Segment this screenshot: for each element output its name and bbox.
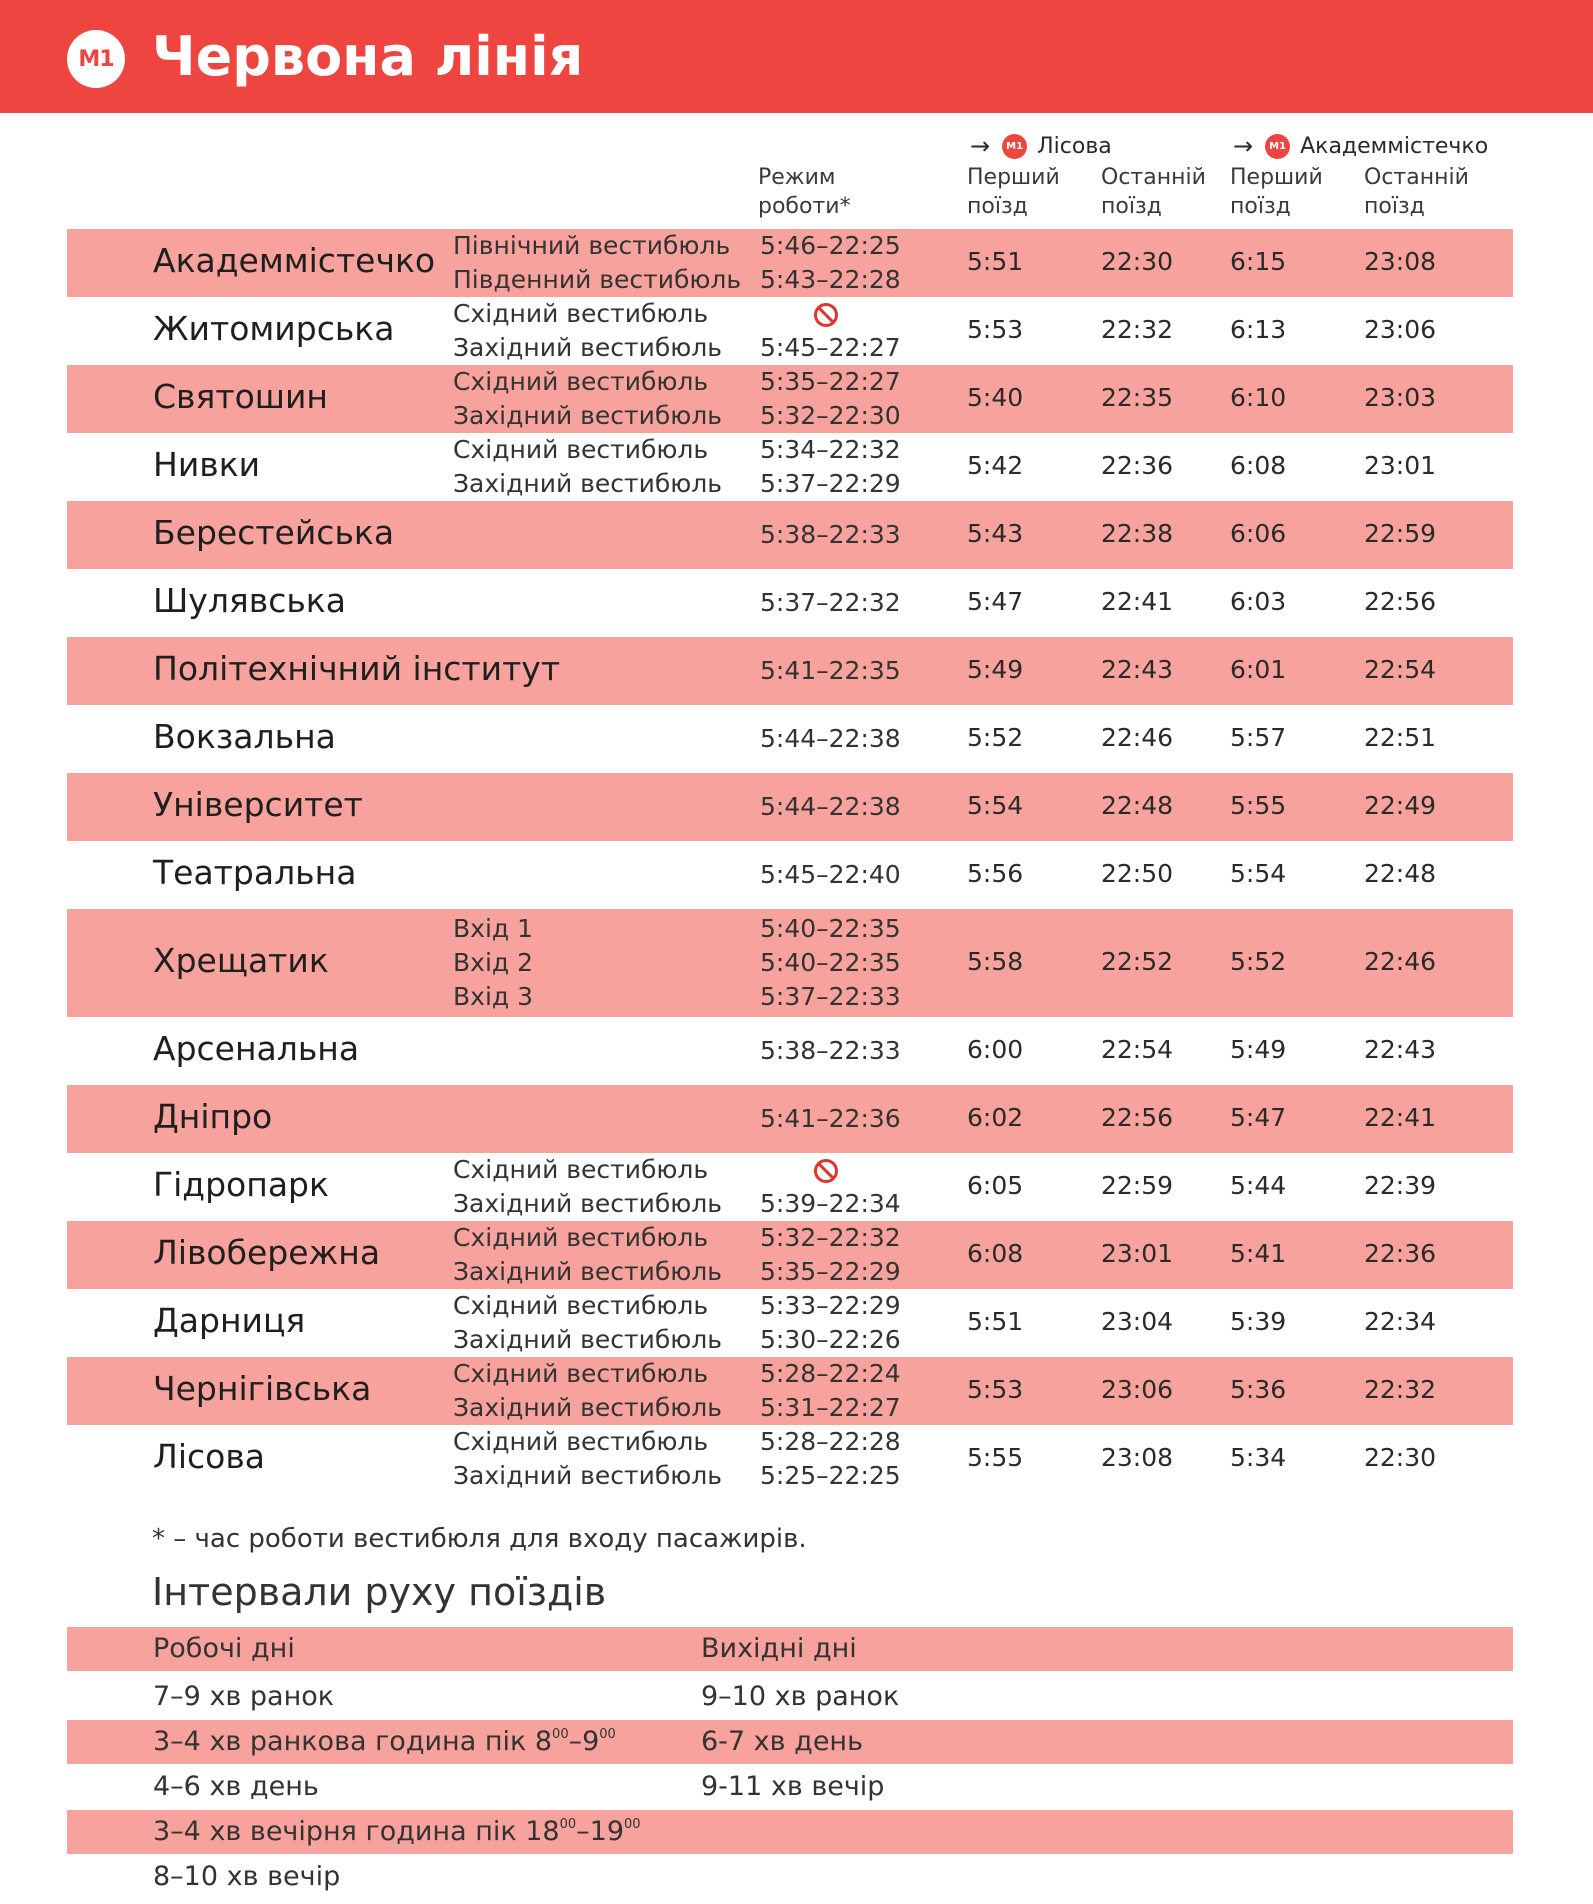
akademmistechko-first-train: 5:34 bbox=[1230, 1443, 1287, 1472]
akademmistechko-last-train: 22:39 bbox=[1364, 1171, 1437, 1200]
entrance-hours: 5:32–22:32 bbox=[760, 1223, 901, 1252]
station-name: Арсенальна bbox=[153, 1029, 360, 1068]
weekend-interval: 9–10 хв ранок bbox=[701, 1681, 900, 1712]
entrance-hours: 5:45–22:27 bbox=[760, 333, 901, 362]
lisova-last-train: 22:35 bbox=[1101, 383, 1174, 412]
station-row bbox=[67, 637, 1513, 705]
akademmistechko-last-train: 22:51 bbox=[1364, 723, 1437, 752]
lisova-last-train: 23:01 bbox=[1101, 1239, 1174, 1268]
lisova-first-train: 5:58 bbox=[967, 947, 1024, 976]
station-row bbox=[67, 569, 1513, 637]
weekday-interval bbox=[153, 1675, 334, 1719]
akademmistechko-last-train: 23:03 bbox=[1364, 383, 1437, 412]
weekend-interval: 6-7 хв день bbox=[701, 1726, 863, 1757]
entrance-hours: 5:40–22:35 bbox=[760, 914, 901, 943]
lisova-last-train: 22:59 bbox=[1101, 1171, 1174, 1200]
interval-text: 8–10 хв вечір bbox=[153, 1861, 341, 1892]
interval-text: 3–4 хв ранкова година пік 8 bbox=[153, 1726, 553, 1757]
weekend-interval: 9-11 хв вечір bbox=[701, 1771, 885, 1802]
last-header-line2: поїзд bbox=[1101, 194, 1162, 219]
hours-header-line2: роботи* bbox=[758, 194, 851, 219]
akademmistechko-last-train: 23:01 bbox=[1364, 451, 1437, 480]
intervals-title: Інтервали руху поїздів bbox=[152, 1570, 607, 1614]
akademmistechko-first-train: 6:01 bbox=[1230, 655, 1287, 684]
interval-row bbox=[67, 1855, 1513, 1899]
interval-row bbox=[67, 1675, 1513, 1719]
station-name: Шулявська bbox=[153, 581, 346, 620]
direction-name: Лісова bbox=[1037, 133, 1112, 159]
first-header-line1: Перший bbox=[1230, 165, 1323, 190]
entrance-hours: 5:37–22:32 bbox=[760, 588, 901, 617]
weekend-header: Вихідні дні bbox=[701, 1633, 857, 1664]
lisova-last-train: 23:06 bbox=[1101, 1375, 1174, 1404]
akademmistechko-first-train: 5:47 bbox=[1230, 1103, 1287, 1132]
entrance-label: Східний вестибюль bbox=[453, 1359, 709, 1388]
station-name: Вокзальна bbox=[153, 717, 336, 756]
lisova-first-train: 5:52 bbox=[967, 723, 1024, 752]
lisova-last-train: 23:08 bbox=[1101, 1443, 1174, 1472]
last-header-line1: Останній bbox=[1364, 165, 1469, 190]
entrance-hours: 5:38–22:33 bbox=[760, 1036, 901, 1065]
entrance-hours: 5:45–22:40 bbox=[760, 860, 901, 889]
lisova-last-train: 22:54 bbox=[1101, 1035, 1174, 1064]
lisova-last-train: 22:56 bbox=[1101, 1103, 1174, 1132]
station-row bbox=[67, 1153, 1513, 1221]
akademmistechko-first-train: 5:49 bbox=[1230, 1035, 1287, 1064]
entrance-label: Східний вестибюль bbox=[453, 1223, 709, 1252]
entrance-label: Західний вестибюль bbox=[453, 1189, 723, 1218]
station-name: Лівобережна bbox=[153, 1233, 381, 1272]
akademmistechko-last-train: 23:08 bbox=[1364, 247, 1437, 276]
entrance-label: Західний вестибюль bbox=[453, 401, 723, 430]
lisova-last-train: 22:32 bbox=[1101, 315, 1174, 344]
entrance-hours: 5:44–22:38 bbox=[760, 792, 901, 821]
weekday-interval bbox=[153, 1765, 319, 1809]
entrance-label: Північний вестибюль bbox=[453, 231, 731, 260]
entrance-label: Західний вестибюль bbox=[453, 1257, 723, 1286]
station-row bbox=[67, 841, 1513, 909]
entrance-hours: 5:35–22:27 bbox=[760, 367, 901, 396]
arrow-right-icon: → bbox=[1233, 132, 1254, 160]
lisova-last-train: 22:48 bbox=[1101, 791, 1174, 820]
entrance-label: Східний вестибюль bbox=[453, 1155, 709, 1184]
station-row bbox=[67, 501, 1513, 569]
akademmistechko-first-train: 5:36 bbox=[1230, 1375, 1287, 1404]
entrance-label: Вхід 2 bbox=[453, 948, 534, 977]
no-entry-icon bbox=[814, 1159, 838, 1183]
m1-badge-icon: M1 bbox=[1002, 134, 1027, 159]
akademmistechko-first-train: 5:52 bbox=[1230, 947, 1287, 976]
station-name: Академмістечко bbox=[153, 241, 436, 280]
lisova-last-train: 22:52 bbox=[1101, 947, 1174, 976]
weekday-header: Робочі дні bbox=[153, 1633, 295, 1664]
interval-text: 3–4 хв вечірня година пік 18 bbox=[153, 1816, 560, 1847]
station-name: Політехнічний інститут bbox=[153, 649, 561, 688]
entrance-hours: 5:38–22:33 bbox=[760, 520, 901, 549]
station-row bbox=[67, 433, 1513, 501]
lisova-first-train: 5:42 bbox=[967, 451, 1024, 480]
lisova-last-train: 23:04 bbox=[1101, 1307, 1174, 1336]
entrance-hours: 5:30–22:26 bbox=[760, 1325, 901, 1354]
akademmistechko-first-train: 6:06 bbox=[1230, 519, 1287, 548]
station-row bbox=[67, 1357, 1513, 1425]
akademmistechko-first-train: 6:15 bbox=[1230, 247, 1287, 276]
station-row bbox=[67, 229, 1513, 297]
entrance-label: Західний вестибюль bbox=[453, 469, 723, 498]
entrance-hours: 5:25–22:25 bbox=[760, 1461, 901, 1490]
entrance-hours: 5:28–22:28 bbox=[760, 1427, 901, 1456]
entrance-hours: 5:33–22:29 bbox=[760, 1291, 901, 1320]
last-header-line1: Останній bbox=[1101, 165, 1206, 190]
akademmistechko-first-train: 5:57 bbox=[1230, 723, 1287, 752]
lisova-last-train: 22:36 bbox=[1101, 451, 1174, 480]
akademmistechko-last-train: 22:49 bbox=[1364, 791, 1437, 820]
first-header-line1: Перший bbox=[967, 165, 1060, 190]
interval-text: 7–9 хв ранок bbox=[153, 1681, 335, 1712]
lisova-last-train: 22:50 bbox=[1101, 859, 1174, 888]
first-train-header bbox=[967, 163, 1060, 221]
lisova-first-train: 5:51 bbox=[967, 1307, 1024, 1336]
station-row bbox=[67, 297, 1513, 365]
closed-hours bbox=[760, 1153, 838, 1187]
entrance-label: Південний вестибюль bbox=[453, 265, 742, 294]
station-name: Берестейська bbox=[153, 513, 395, 552]
station-name: Житомирська bbox=[153, 309, 395, 348]
entrance-hours: 5:46–22:25 bbox=[760, 231, 901, 260]
lisova-first-train: 6:08 bbox=[967, 1239, 1024, 1268]
interval-row bbox=[67, 1810, 1513, 1854]
direction-lisova bbox=[970, 131, 1112, 161]
lisova-first-train: 5:43 bbox=[967, 519, 1024, 548]
station-name: Театральна bbox=[153, 853, 357, 892]
entrance-label: Західний вестибюль bbox=[453, 1393, 723, 1422]
weekday-interval bbox=[153, 1855, 340, 1899]
lisova-first-train: 5:47 bbox=[967, 587, 1024, 616]
entrance-hours: 5:43–22:28 bbox=[760, 265, 901, 294]
lisova-first-train: 5:54 bbox=[967, 791, 1024, 820]
akademmistechko-first-train: 5:55 bbox=[1230, 791, 1287, 820]
entrance-label: Східний вестибюль bbox=[453, 367, 709, 396]
footnote: * – час роботи вестибюля для входу пасажирів. bbox=[152, 1524, 807, 1554]
akademmistechko-first-train: 6:03 bbox=[1230, 587, 1287, 616]
lisova-first-train: 6:02 bbox=[967, 1103, 1024, 1132]
hours-header-line1: Режим bbox=[758, 165, 836, 190]
entrance-label: Вхід 1 bbox=[453, 914, 534, 943]
station-name: Святошин bbox=[153, 377, 328, 416]
station-row bbox=[67, 1221, 1513, 1289]
station-name: Дарниця bbox=[153, 1301, 306, 1340]
akademmistechko-first-train: 5:39 bbox=[1230, 1307, 1287, 1336]
direction-name: Академмістечко bbox=[1300, 133, 1489, 159]
entrance-hours: 5:35–22:29 bbox=[760, 1257, 901, 1286]
m1-badge-icon: M1 bbox=[1265, 134, 1290, 159]
station-name: Університет bbox=[153, 785, 363, 824]
entrance-label: Східний вестибюль bbox=[453, 435, 709, 464]
interval-row bbox=[67, 1765, 1513, 1809]
station-row bbox=[67, 1085, 1513, 1153]
entrance-label: Західний вестибюль bbox=[453, 1461, 723, 1490]
first-header-line2: поїзд bbox=[1230, 194, 1291, 219]
lisova-first-train: 5:55 bbox=[967, 1443, 1024, 1472]
station-row bbox=[67, 1017, 1513, 1085]
arrow-right-icon: → bbox=[970, 132, 991, 160]
hours-header bbox=[758, 163, 851, 221]
akademmistechko-first-train: 5:54 bbox=[1230, 859, 1287, 888]
akademmistechko-last-train: 22:34 bbox=[1364, 1307, 1437, 1336]
interval-text: 4–6 хв день bbox=[153, 1771, 319, 1802]
interval-text: –19 bbox=[576, 1816, 625, 1847]
station-name: Хрещатик bbox=[153, 941, 329, 980]
station-name: Лісова bbox=[153, 1437, 265, 1476]
akademmistechko-first-train: 5:44 bbox=[1230, 1171, 1287, 1200]
akademmistechko-last-train: 22:56 bbox=[1364, 587, 1437, 616]
akademmistechko-last-train: 22:36 bbox=[1364, 1239, 1437, 1268]
entrance-label: Західний вестибюль bbox=[453, 333, 723, 362]
station-name: Чернігівська bbox=[153, 1369, 372, 1408]
entrance-hours: 5:44–22:38 bbox=[760, 724, 901, 753]
lisova-first-train: 6:05 bbox=[967, 1171, 1024, 1200]
entrance-hours: 5:37–22:33 bbox=[760, 982, 901, 1011]
lisova-first-train: 5:40 bbox=[967, 383, 1024, 412]
lisova-first-train: 5:56 bbox=[967, 859, 1024, 888]
lisova-last-train: 22:46 bbox=[1101, 723, 1174, 752]
station-row bbox=[67, 705, 1513, 773]
entrance-label: Західний вестибюль bbox=[453, 1325, 723, 1354]
lisova-first-train: 5:53 bbox=[967, 315, 1024, 344]
akademmistechko-last-train: 22:48 bbox=[1364, 859, 1437, 888]
akademmistechko-last-train: 22:32 bbox=[1364, 1375, 1437, 1404]
station-row bbox=[67, 1425, 1513, 1493]
interval-text: –9 bbox=[568, 1726, 600, 1757]
station-row bbox=[67, 1289, 1513, 1357]
station-name: Гідропарк bbox=[153, 1165, 329, 1204]
akademmistechko-first-train: 6:08 bbox=[1230, 451, 1287, 480]
page-header bbox=[0, 0, 1593, 113]
lisova-last-train: 22:38 bbox=[1101, 519, 1174, 548]
entrance-hours: 5:40–22:35 bbox=[760, 948, 901, 977]
last-header-line2: поїзд bbox=[1364, 194, 1425, 219]
lisova-first-train: 6:00 bbox=[967, 1035, 1024, 1064]
lisova-last-train: 22:41 bbox=[1101, 587, 1174, 616]
akademmistechko-first-train: 6:10 bbox=[1230, 383, 1287, 412]
entrance-hours: 5:34–22:32 bbox=[760, 435, 901, 464]
closed-hours bbox=[760, 297, 838, 331]
page-title: Червона лінія bbox=[152, 25, 584, 88]
station-row bbox=[67, 365, 1513, 433]
direction-akademmistechko bbox=[1233, 131, 1488, 161]
no-entry-icon bbox=[814, 303, 838, 327]
weekday-interval bbox=[153, 1720, 616, 1764]
superscript-minutes: 00 bbox=[559, 1817, 577, 1832]
m1-logo-icon: M1 bbox=[67, 30, 125, 88]
station-name: Нивки bbox=[153, 445, 261, 484]
station-name: Дніпро bbox=[153, 1097, 273, 1136]
lisova-first-train: 5:53 bbox=[967, 1375, 1024, 1404]
last-train-header bbox=[1101, 163, 1206, 221]
last-train-header bbox=[1364, 163, 1469, 221]
akademmistechko-last-train: 22:46 bbox=[1364, 947, 1437, 976]
entrance-hours: 5:32–22:30 bbox=[760, 401, 901, 430]
lisova-first-train: 5:51 bbox=[967, 247, 1024, 276]
akademmistechko-first-train: 5:41 bbox=[1230, 1239, 1287, 1268]
akademmistechko-last-train: 22:41 bbox=[1364, 1103, 1437, 1132]
entrance-hours: 5:28–22:24 bbox=[760, 1359, 901, 1388]
akademmistechko-last-train: 22:59 bbox=[1364, 519, 1437, 548]
entrance-label: Східний вестибюль bbox=[453, 1427, 709, 1456]
entrance-hours: 5:39–22:34 bbox=[760, 1189, 901, 1218]
entrance-hours: 5:37–22:29 bbox=[760, 469, 901, 498]
station-row bbox=[67, 773, 1513, 841]
akademmistechko-last-train: 22:54 bbox=[1364, 655, 1437, 684]
first-train-header bbox=[1230, 163, 1323, 221]
superscript-minutes: 00 bbox=[552, 1727, 569, 1742]
superscript-minutes: 00 bbox=[599, 1727, 616, 1742]
station-row bbox=[67, 909, 1513, 1017]
weekday-interval bbox=[153, 1810, 641, 1854]
lisova-last-train: 22:30 bbox=[1101, 247, 1174, 276]
akademmistechko-last-train: 22:43 bbox=[1364, 1035, 1437, 1064]
entrance-hours: 5:41–22:36 bbox=[760, 1104, 901, 1133]
lisova-last-train: 22:43 bbox=[1101, 655, 1174, 684]
entrance-hours: 5:31–22:27 bbox=[760, 1393, 901, 1422]
intervals-header-row bbox=[67, 1627, 1513, 1671]
akademmistechko-first-train: 6:13 bbox=[1230, 315, 1287, 344]
interval-row bbox=[67, 1720, 1513, 1764]
lisova-first-train: 5:49 bbox=[967, 655, 1024, 684]
first-header-line2: поїзд bbox=[967, 194, 1028, 219]
entrance-label: Східний вестибюль bbox=[453, 299, 709, 328]
entrance-label: Вхід 3 bbox=[453, 982, 534, 1011]
akademmistechko-last-train: 23:06 bbox=[1364, 315, 1437, 344]
entrance-hours: 5:41–22:35 bbox=[760, 656, 901, 685]
akademmistechko-last-train: 22:30 bbox=[1364, 1443, 1437, 1472]
entrance-label: Східний вестибюль bbox=[453, 1291, 709, 1320]
superscript-minutes: 00 bbox=[624, 1817, 641, 1832]
